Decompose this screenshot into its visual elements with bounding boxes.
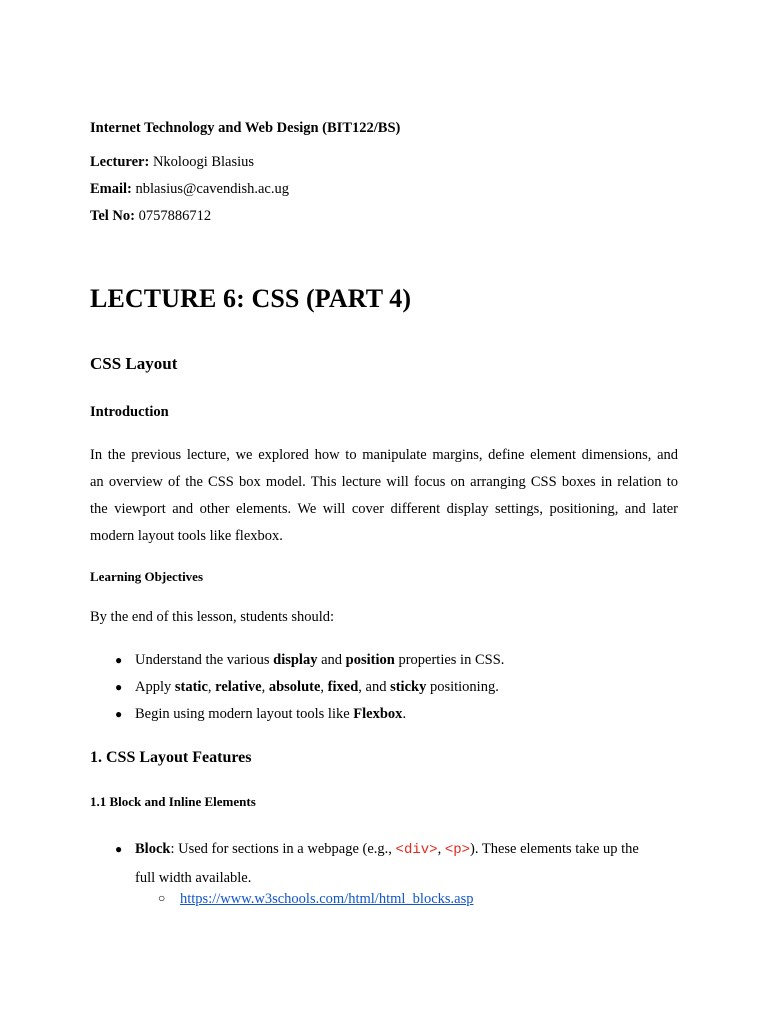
list-term: fixed (327, 679, 359, 695)
bullet-icon: ● (115, 653, 123, 667)
block-inline-heading: 1.1 Block and Inline Elements (90, 794, 256, 809)
tel-value: 0757886712 (134, 208, 212, 224)
email-label: Email: (90, 181, 132, 197)
list-item (90, 704, 678, 731)
section-title: CSS Layout (90, 354, 178, 373)
list-item (90, 650, 678, 677)
list-text: Apply (135, 679, 175, 695)
block-description (135, 835, 675, 892)
block-text: : Used for sections in a webpage (e.g., (170, 841, 396, 857)
list-text: Begin using modern layout tools like (135, 706, 354, 722)
list-text: . (402, 706, 407, 722)
features-heading: 1. CSS Layout Features (90, 749, 252, 766)
paragraph-line: modern layout tools like flexbox. (90, 528, 283, 544)
w3schools-link[interactable]: https://www.w3schools.com/html/html_blocks.asp (180, 891, 474, 907)
objectives-lead: By the end of this lesson, students should: (90, 609, 335, 625)
lecturer-label: Lecturer: (90, 154, 150, 170)
code-p: <p> (444, 842, 471, 858)
bullet-icon: ● (115, 842, 123, 856)
list-term: sticky (390, 679, 427, 695)
list-item (90, 677, 678, 704)
tel-label: Tel No: (90, 208, 135, 224)
block-term: Block (135, 841, 171, 857)
list-text: , (320, 679, 328, 695)
paragraph-line: the viewport and other elements. We will cover different display settings, positioning, and later (90, 501, 678, 517)
email-line (90, 181, 289, 198)
list-term: static (174, 679, 208, 695)
list-term: relative (215, 679, 262, 695)
list-term: Flexbox (353, 706, 403, 722)
introduction-heading: Introduction (90, 404, 169, 420)
list-text: positioning. (426, 679, 499, 695)
block-text: full width available. (135, 870, 252, 886)
lecturer-value: Nkoloogi Blasius (149, 154, 255, 170)
block-text: ). These elements take up the (470, 841, 639, 857)
list-text: , (261, 679, 269, 695)
objectives-heading: Learning Objectives (90, 569, 204, 584)
list-text: , and (358, 679, 391, 695)
list-term: display (273, 652, 318, 668)
bullet-icon: ● (115, 707, 123, 721)
list-text: and (317, 652, 346, 668)
list-text: properties in CSS. (394, 652, 505, 668)
introduction-paragraph (90, 442, 678, 550)
email-value: nblasius@cavendish.ac.ug (131, 181, 289, 197)
paragraph-line: In the previous lecture, we explored how to manipulate margins, define element dimensions, and (90, 447, 678, 463)
lecture-title: LECTURE 6: CSS (PART 4) (90, 284, 412, 313)
list-text: , (207, 679, 216, 695)
list-term: absolute (268, 679, 321, 695)
tel-line (90, 208, 211, 225)
lecturer-line (90, 154, 254, 171)
list-text: Understand the various (135, 652, 274, 668)
block-text: , (437, 841, 445, 857)
bullet-icon: ● (115, 680, 123, 694)
hollow-bullet-icon: ○ (158, 891, 166, 905)
course-title: Internet Technology and Web Design (BIT122/BS) (90, 120, 401, 136)
code-div: <div> (395, 842, 438, 858)
list-term: position (345, 652, 395, 668)
objectives-list (90, 650, 678, 731)
paragraph-line: an overview of the CSS box model. This lecture will focus on arranging CSS boxes in relation to (90, 474, 678, 490)
